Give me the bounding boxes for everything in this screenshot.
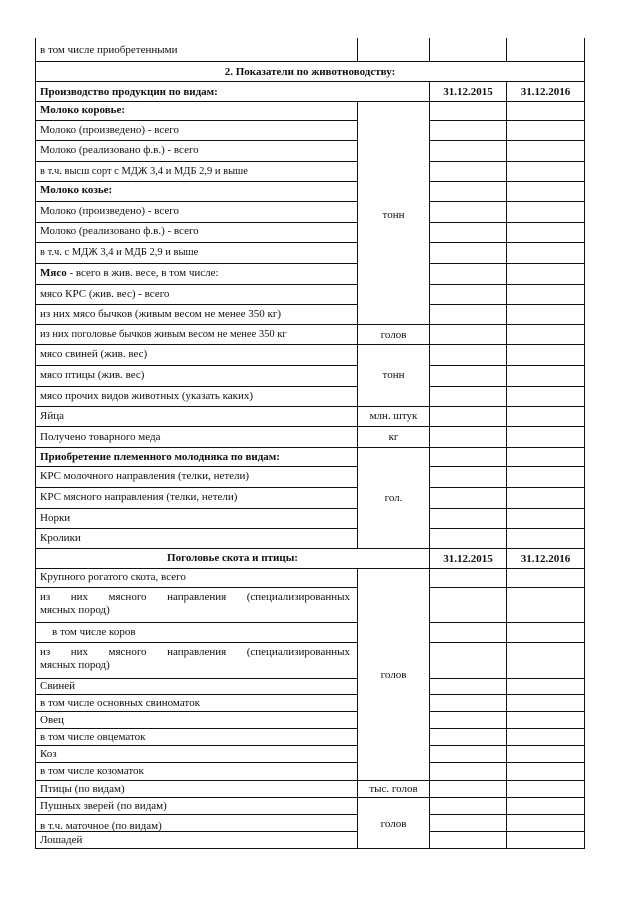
row-label: в т.ч. высш сорт с МДЖ 3,4 и МДБ 2,9 и выше <box>40 166 248 177</box>
unit-label: голов <box>380 669 407 681</box>
unit-label: гол. <box>384 492 403 504</box>
row-label: в том числе козоматок <box>40 765 144 777</box>
row-label: в т.ч. с МДЖ 3,4 и МДБ 2,9 и выше <box>40 247 199 258</box>
row-label <box>40 267 219 280</box>
date-2016-header: 31.12.2016 <box>520 553 571 565</box>
production-header: Производство продукции по видам: <box>40 86 218 98</box>
row-label: мясо КРС (жив. вес) - всего <box>40 288 170 300</box>
row-label: в том числе коров <box>52 626 136 638</box>
row-label: Крупного рогатого скота, всего <box>40 571 186 583</box>
row-label: Норки <box>40 512 71 524</box>
unit-label: кг <box>388 431 399 443</box>
row-label: в том числе основных свиноматок <box>40 697 200 709</box>
date-2015-header: 31.12.2015 <box>443 553 493 565</box>
row-label: КРС мясного направления (телки, нетели) <box>40 491 238 503</box>
row-label: Свиней <box>40 680 76 692</box>
row-label: в т.ч. маточное (по видам) <box>40 820 162 832</box>
row-label: Молоко коровье: <box>40 104 126 116</box>
row-label: Молоко козье: <box>40 184 113 196</box>
row-label: из них поголовье бычков живым весом не менее 350 кг <box>40 329 287 340</box>
row-label: мясо свиней (жив. вес) <box>40 348 148 360</box>
unit-label: тонн <box>382 369 405 381</box>
row-label: Овец <box>40 714 64 726</box>
section-title: 2. Показатели по животноводству: <box>224 66 396 78</box>
row-label: мясо прочих видов животных (указать каких) <box>40 390 254 402</box>
row-label: Птицы (по видам) <box>40 783 125 795</box>
unit-label: тыс. голов <box>369 783 418 795</box>
row-label: из них мясного направления (специализированных <box>40 591 350 603</box>
row-label: Яйца <box>40 410 64 422</box>
meat-label-suffix: - всего в жив. весе, в том числе: <box>66 267 219 279</box>
row-label: Молоко (произведено) - всего <box>40 124 179 136</box>
unit-label: голов <box>380 818 407 830</box>
row-label: Пушных зверей (по видам) <box>40 800 167 812</box>
unit-label: млн. штук <box>369 410 418 422</box>
unit-label: голов <box>380 329 407 341</box>
row-label: мясных пород) <box>40 659 110 671</box>
livestock-header: Поголовье скота и птицы: <box>167 552 298 564</box>
row-label: Коз <box>40 748 57 760</box>
row-label: Получено товарного меда <box>40 431 161 443</box>
row-label: мясных пород) <box>40 604 110 616</box>
date-2016-header: 31.12.2016 <box>520 86 571 98</box>
row-label: Лошадей <box>40 834 83 846</box>
row-label: Молоко (реализовано ф.в.) - всего <box>40 225 199 237</box>
row-label: мясо птицы (жив. вес) <box>40 369 145 381</box>
breeding-header: Приобретение племенного молодняка по видам: <box>40 451 280 463</box>
row-label: из них мясного направления (специализированных <box>40 646 350 658</box>
unit-label: тонн <box>382 209 405 221</box>
row-label: Кролики <box>40 532 81 544</box>
meat-label: Мясо <box>40 267 67 279</box>
row-label: Молоко (реализовано ф.в.) - всего <box>40 144 199 156</box>
row-label: в том числе приобретенными <box>40 44 178 56</box>
row-label: Молоко (произведено) - всего <box>40 205 179 217</box>
date-2015-header: 31.12.2015 <box>443 86 493 98</box>
row-label: в том числе овцематок <box>40 731 146 743</box>
row-label: КРС молочного направления (телки, нетели) <box>40 470 250 482</box>
row-label: из них мясо бычков (живым весом не менее 350 кг) <box>40 308 282 320</box>
